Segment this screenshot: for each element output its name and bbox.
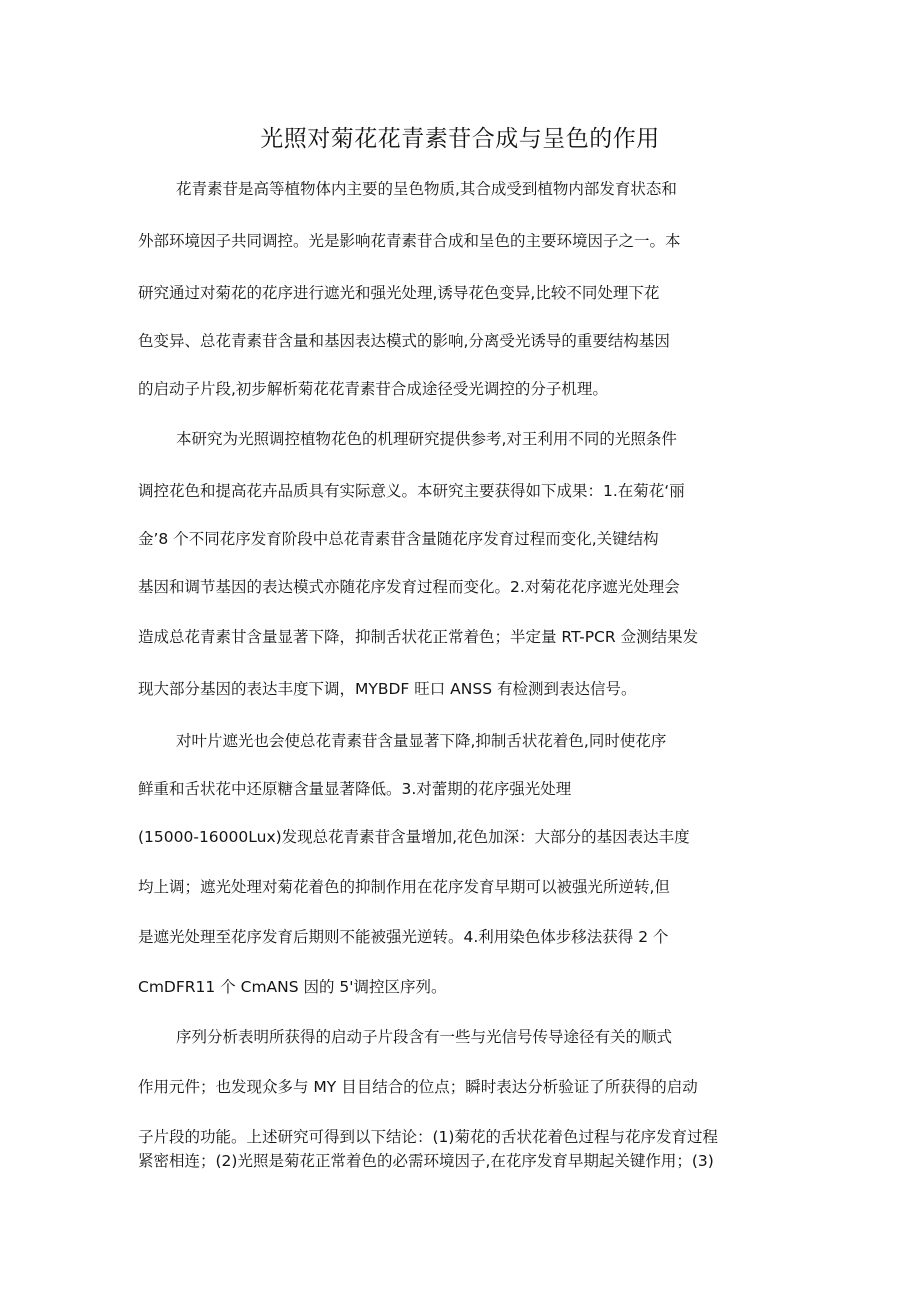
paragraph-line: 花青素苷是高等植物体内主要的呈色物质,其合成受到植物内部发育状态和 (176, 180, 677, 198)
paragraph-line: 紧密相连；(2)光照是菊花正常着色的必需环境因子,在花序发育早期起关键作用；(3) (138, 1152, 714, 1170)
paragraph-line: 对叶片遮光也会使总花青素苷含量显著下降,抑制舌状花着色,同时使花序 (176, 732, 667, 750)
paragraph-line: 金’8 个不同花序发育阶段中总花青素苷含量随花序发育过程而变化,关键结构 (138, 530, 659, 548)
paragraph-line: 外部环境因子共同调控。光是影响花青素苷合成和呈色的主要环境因子之一。本 (138, 232, 681, 250)
paragraph-line: (15000-16000Lux)发现总花青素苷含量增加,花色加深：大部分的基因表达丰度 (138, 828, 690, 846)
paragraph-line: CmDFR11 个 CmANS 因的 5'调控区序列。 (138, 978, 447, 996)
paragraph-line: 作用元件；也发现众多与 MY 目目结合的位点；瞬时表达分析验证了所获得的启动 (138, 1078, 698, 1096)
document-title: 光照对菊花花青素苷合成与呈色的作用 (260, 126, 660, 152)
paragraph-line: 调控花色和提高花卉品质具有实际意义。本研究主要获得如下成果：1.在菊花‘丽 (138, 482, 685, 500)
paragraph-line: 色变异、总花青素苷含量和基因表达模式的影响,分离受光诱导的重要结构基因 (138, 332, 670, 350)
paragraph-line: 造成总花青素甘含量显著下降，抑制舌状花正常着色；半定量 RT-PCR 佥测结果发 (138, 628, 699, 646)
paragraph-line: 均上调；遮光处理对菊花着色的抑制作用在花序发育早期可以被强光所逆转,但 (138, 878, 670, 896)
paragraph-line: 是遮光处理至花序发育后期则不能被强光逆转。4.利用染色体步移法获得 2 个 (138, 928, 669, 946)
paragraph-line: 序列分析表明所获得的启动子片段含有一些与光信号传导途径有关的顺式 (176, 1028, 673, 1046)
paragraph-line: 研究通过对菊花的花序进行遮光和强光处理,诱导花色变异,比较不同处理下花 (138, 284, 660, 302)
paragraph-line: 子片段的功能。上述研究可得到以下结论：(1)菊花的舌状花着色过程与花序发育过程 (138, 1128, 718, 1146)
paragraph-line: 鲜重和舌状花中还原糖含量显著降低。3.对蕾期的花序强光处理 (138, 780, 572, 798)
paragraph-line: 现大部分基因的表达丰度下调，MYBDF 旺口 ANSS 有检测到表达信号。 (138, 680, 637, 698)
paragraph-line: 的启动子片段,初步解析菊花花青素苷合成途径受光调控的分子机理。 (138, 380, 608, 398)
paragraph-line: 基因和调节基因的表达模式亦随花序发育过程而变化。2.对菊花花序遮光处理会 (138, 578, 680, 596)
paragraph-line: 本研究为光照调控植物花色的机理研究提供参考,对王利用不同的光照条件 (176, 430, 677, 448)
